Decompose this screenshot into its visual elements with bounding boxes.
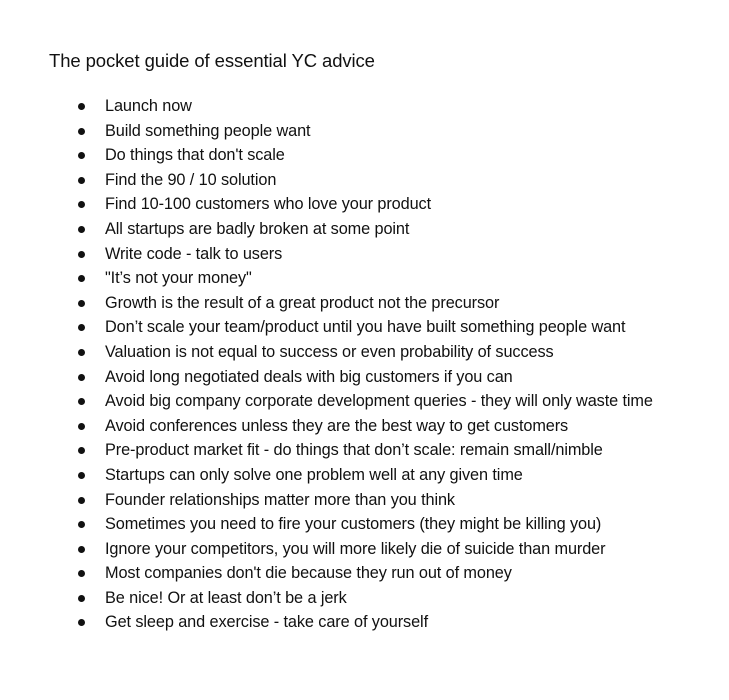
list-item-text: Most companies don't die because they run out of money — [105, 564, 512, 583]
bullet-icon — [78, 595, 85, 602]
bullet-icon — [78, 275, 85, 282]
list-item-text: Launch now — [105, 97, 192, 115]
list-item-text: Build something people want — [105, 121, 311, 140]
list-item-text: Avoid big company corporate development queries - they will only waste time — [105, 392, 653, 411]
bullet-icon — [78, 619, 85, 626]
list-item-text: "It’s not your money" — [105, 269, 252, 288]
list-item-text: Do things that don't scale — [105, 146, 285, 165]
bullet-icon — [78, 251, 85, 258]
list-item-text: All startups are badly broken at some point — [105, 219, 410, 238]
bullet-icon — [78, 521, 85, 528]
bullet-icon — [78, 349, 85, 356]
bullet-icon — [78, 226, 85, 233]
bullet-icon — [78, 152, 85, 159]
list-item-text: Pre-product market fit - do things that don’t scale: remain small/nimble — [105, 441, 603, 460]
list-item-text: Sometimes you need to fire your customers (they might be killing you) — [105, 515, 602, 534]
list-item-text: Valuation is not equal to success or even probability of success — [105, 342, 554, 361]
list-item-text: Get sleep and exercise - take care of yourself — [105, 613, 428, 632]
bullet-icon — [78, 177, 85, 184]
list-item-text: Avoid conferences unless they are the best way to get customers — [105, 416, 569, 435]
bullet-icon — [78, 398, 85, 405]
list-item-text: Find the 90 / 10 solution — [105, 170, 277, 189]
bullet-icon — [78, 103, 85, 110]
list-item-text: Startups can only solve one problem well at any given time — [105, 465, 523, 484]
page-title: The pocket guide of essential YC advice — [49, 50, 375, 71]
bullet-icon — [78, 570, 85, 577]
list-item-text: Avoid long negotiated deals with big customers if you can — [105, 367, 513, 386]
list-item-text: Don’t scale your team/product until you have built something people want — [105, 318, 626, 337]
list-item-text: Write code - talk to users — [105, 244, 283, 263]
list-item-text: Growth is the result of a great product not the precursor — [105, 293, 500, 312]
bullet-icon — [78, 472, 85, 479]
bullet-icon — [78, 546, 85, 553]
bullet-icon — [78, 300, 85, 307]
list-item-text: Find 10-100 customers who love your product — [105, 195, 432, 214]
bullet-icon — [78, 374, 85, 381]
bullet-icon — [78, 128, 85, 135]
bullet-icon — [78, 201, 85, 208]
bullet-icon — [78, 497, 85, 504]
bullet-icon — [78, 423, 85, 430]
list-item-text: Ignore your competitors, you will more likely die of suicide than murder — [105, 539, 606, 558]
bullet-icon — [78, 324, 85, 331]
bullet-icon — [78, 447, 85, 454]
list-item-text: Founder relationships matter more than you think — [105, 490, 455, 509]
list-item-text: Be nice! Or at least don’t be a jerk — [105, 588, 347, 607]
